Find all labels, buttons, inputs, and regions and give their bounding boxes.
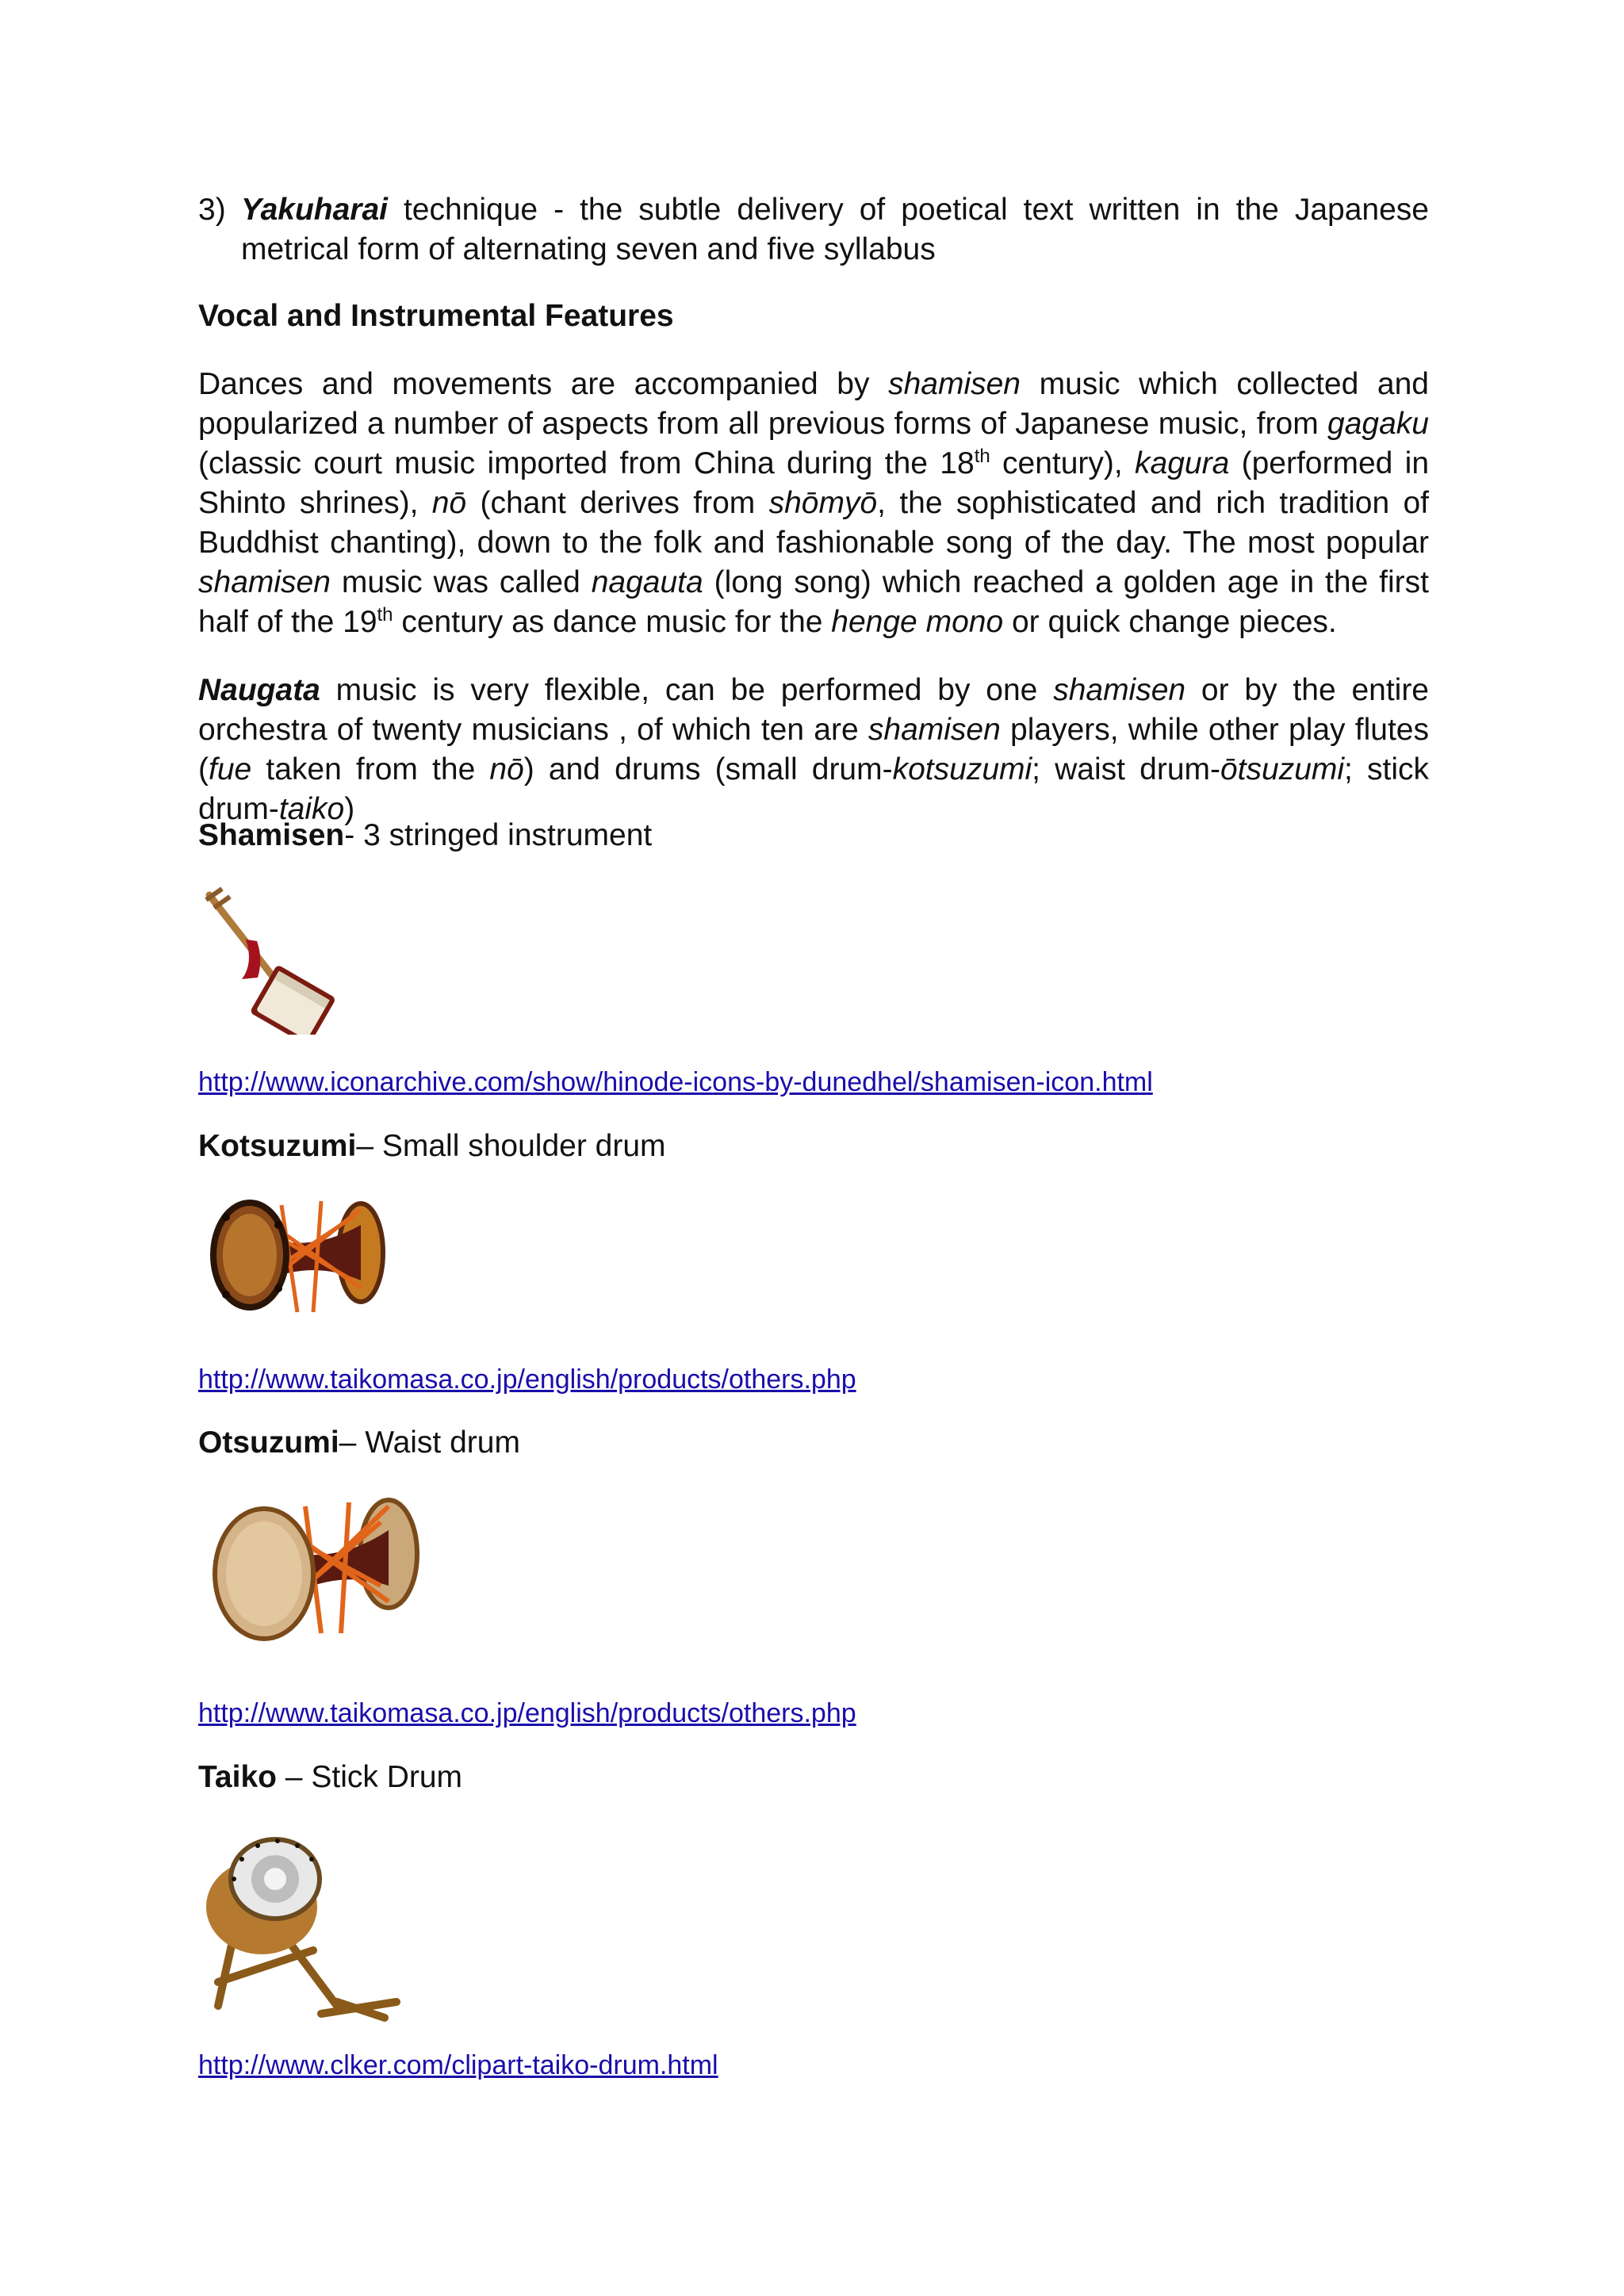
taiko-drum-icon [202,1823,400,2022]
source-link-taiko[interactable]: http://www.clker.com/clipart-taiko-drum.html [198,2050,718,2080]
kotsuzumi-drum-icon [202,1193,393,1328]
document-body [198,190,1429,829]
paragraph-naugata: Naugata music is very flexible, can be performed by one shamisen or by the entire orchestra of twenty musicians , of which ten are shamisen players, while other play flutes (fue taken from the nō) and drums (small drum-kotsuzumi; waist drum-ōtsuzumi; stick drum-taiko) [198,673,1430,826]
instrument-label-shamisen: Shamisen- 3 stringed instrument [198,818,653,852]
section-heading: Vocal and Instrumental Features [198,299,674,333]
instrument-label-otsuzumi: Otsuzumi– Waist drum [198,1425,520,1460]
instrument-label-kotsuzumi: Kotsuzumi– Small shoulder drum [198,1129,666,1163]
shamisen-icon [198,884,357,1035]
source-link-kotsuzumi[interactable]: http://www.taikomasa.co.jp/english/products/others.php [198,1364,856,1395]
list-item-text: Yakuharai technique - the subtle delivery of poetical text written in the Japanese metrical form of alternating seven and five syllabus [241,193,1429,266]
list-number: 3) [198,193,226,227]
list-item-3 [198,190,1429,270]
term-yakuharai: Yakuharai [241,193,388,227]
otsuzumi-drum-icon [202,1490,432,1657]
source-link-shamisen[interactable]: http://www.iconarchive.com/show/hinode-icons-by-dunedhel/shamisen-icon.html [198,1067,1153,1097]
instrument-label-taiko: Taiko – Stick Drum [198,1760,463,1794]
source-link-otsuzumi[interactable]: http://www.taikomasa.co.jp/english/products/others.php [198,1698,856,1728]
paragraph-shamisen-music: Dances and movements are accompanied by shamisen music which collected and popularized a number of aspects from all previous forms of Japanese music, from gagaku (classic court music imported from China during the 18th century), kagura (performed in Shinto shrines), nō (chant derives from shōmyō, the sophisticated and rich tradition of Buddhist chanting), down to the folk and fashionable song of the day. The most popular shamisen music was called nagauta (long song) which reached a golden age in the first half of the 19th century as dance music for the henge mono or quick change pieces. [198,367,1430,639]
